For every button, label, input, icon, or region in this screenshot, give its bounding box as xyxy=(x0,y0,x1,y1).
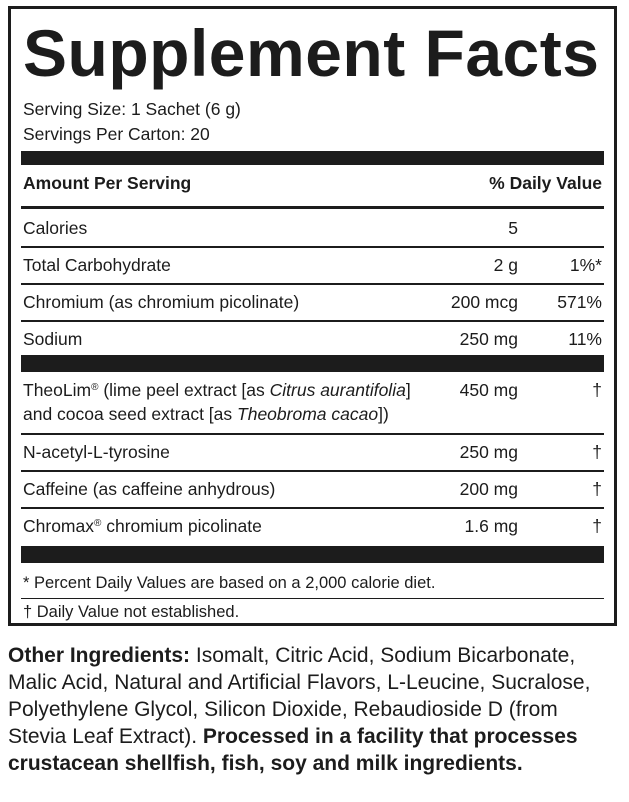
nutrient-amount: 2 g xyxy=(493,255,518,275)
amount-per-serving-header: Amount Per Serving xyxy=(23,173,192,193)
nutrient-dv: 571% xyxy=(557,292,602,312)
ingredient-amount: 250 mg xyxy=(459,442,518,462)
allergen-statement: Processed in a facility that processes crustacean shellfish, fish, soy and milk ingredients. xyxy=(8,725,578,775)
nutrient-dv: 11% xyxy=(568,329,602,349)
row-divider xyxy=(21,246,604,248)
ingredient-name: Caffeine (as caffeine anhydrous) xyxy=(23,479,276,499)
row-divider xyxy=(21,283,604,285)
row-divider xyxy=(21,507,604,509)
thick-divider xyxy=(21,355,604,372)
thick-divider xyxy=(21,546,604,563)
nutrient-name: Total Carbohydrate xyxy=(23,255,171,275)
ingredient-name: N-acetyl-L-tyrosine xyxy=(23,442,170,462)
ingredient-name: TheoLim® (lime peel extract [as Citrus aurantifolia] xyxy=(23,380,411,400)
registered-mark: ® xyxy=(91,382,99,393)
row-divider xyxy=(21,433,604,435)
thick-divider xyxy=(21,151,604,165)
registered-mark: ® xyxy=(94,518,102,529)
ingredient-name-continued: and cocoa seed extract [as Theobroma cacao]) xyxy=(23,404,389,424)
other-ingredients-label: Other Ingredients: xyxy=(8,644,191,667)
ingredient-amount: 200 mg xyxy=(459,479,518,499)
other-ingredients xyxy=(8,642,620,777)
nutrient-amount: 250 mg xyxy=(459,329,518,349)
row-divider xyxy=(21,470,604,472)
nutrient-name: Sodium xyxy=(23,329,83,349)
nutrient-name: Chromium (as chromium picolinate) xyxy=(23,292,300,312)
servings-per-carton: Servings Per Carton: 20 xyxy=(23,124,210,144)
ingredient-amount: 450 mg xyxy=(459,380,518,400)
nutrient-dv: 1%* xyxy=(569,255,602,275)
nutrient-amount: 5 xyxy=(508,218,518,238)
supplement-facts-panel xyxy=(8,6,617,626)
ingredient-amount: 1.6 mg xyxy=(464,516,518,536)
row-divider xyxy=(21,320,604,322)
dagger-mark: † xyxy=(592,442,602,462)
other-ingredients-list: Isomalt, Citric Acid, Sodium Bicarbonate, Malic Acid, Natural and Artificial Flavors, L-Leucine, Sucralose, Polyethylene Glycol, Silicon Dioxide, Rebaudioside D (from Stevia Leaf Extract). xyxy=(8,644,591,748)
nutrient-name: Calories xyxy=(23,218,88,238)
header-divider xyxy=(21,206,604,209)
dagger-mark: † xyxy=(592,479,602,499)
dagger-mark: † xyxy=(592,380,602,400)
dagger-mark: † xyxy=(592,516,602,536)
row-divider xyxy=(21,598,604,599)
panel-title: Supplement Facts xyxy=(23,16,600,90)
footnote-daily-values: * Percent Daily Values are based on a 2,000 calorie diet. xyxy=(23,574,436,592)
ingredient-name: Chromax® chromium picolinate xyxy=(23,516,262,536)
nutrient-amount: 200 mcg xyxy=(450,292,518,312)
daily-value-header: % Daily Value xyxy=(489,173,602,193)
footnote-dagger: † Daily Value not established. xyxy=(23,603,240,621)
serving-size: Serving Size: 1 Sachet (6 g) xyxy=(23,99,241,119)
